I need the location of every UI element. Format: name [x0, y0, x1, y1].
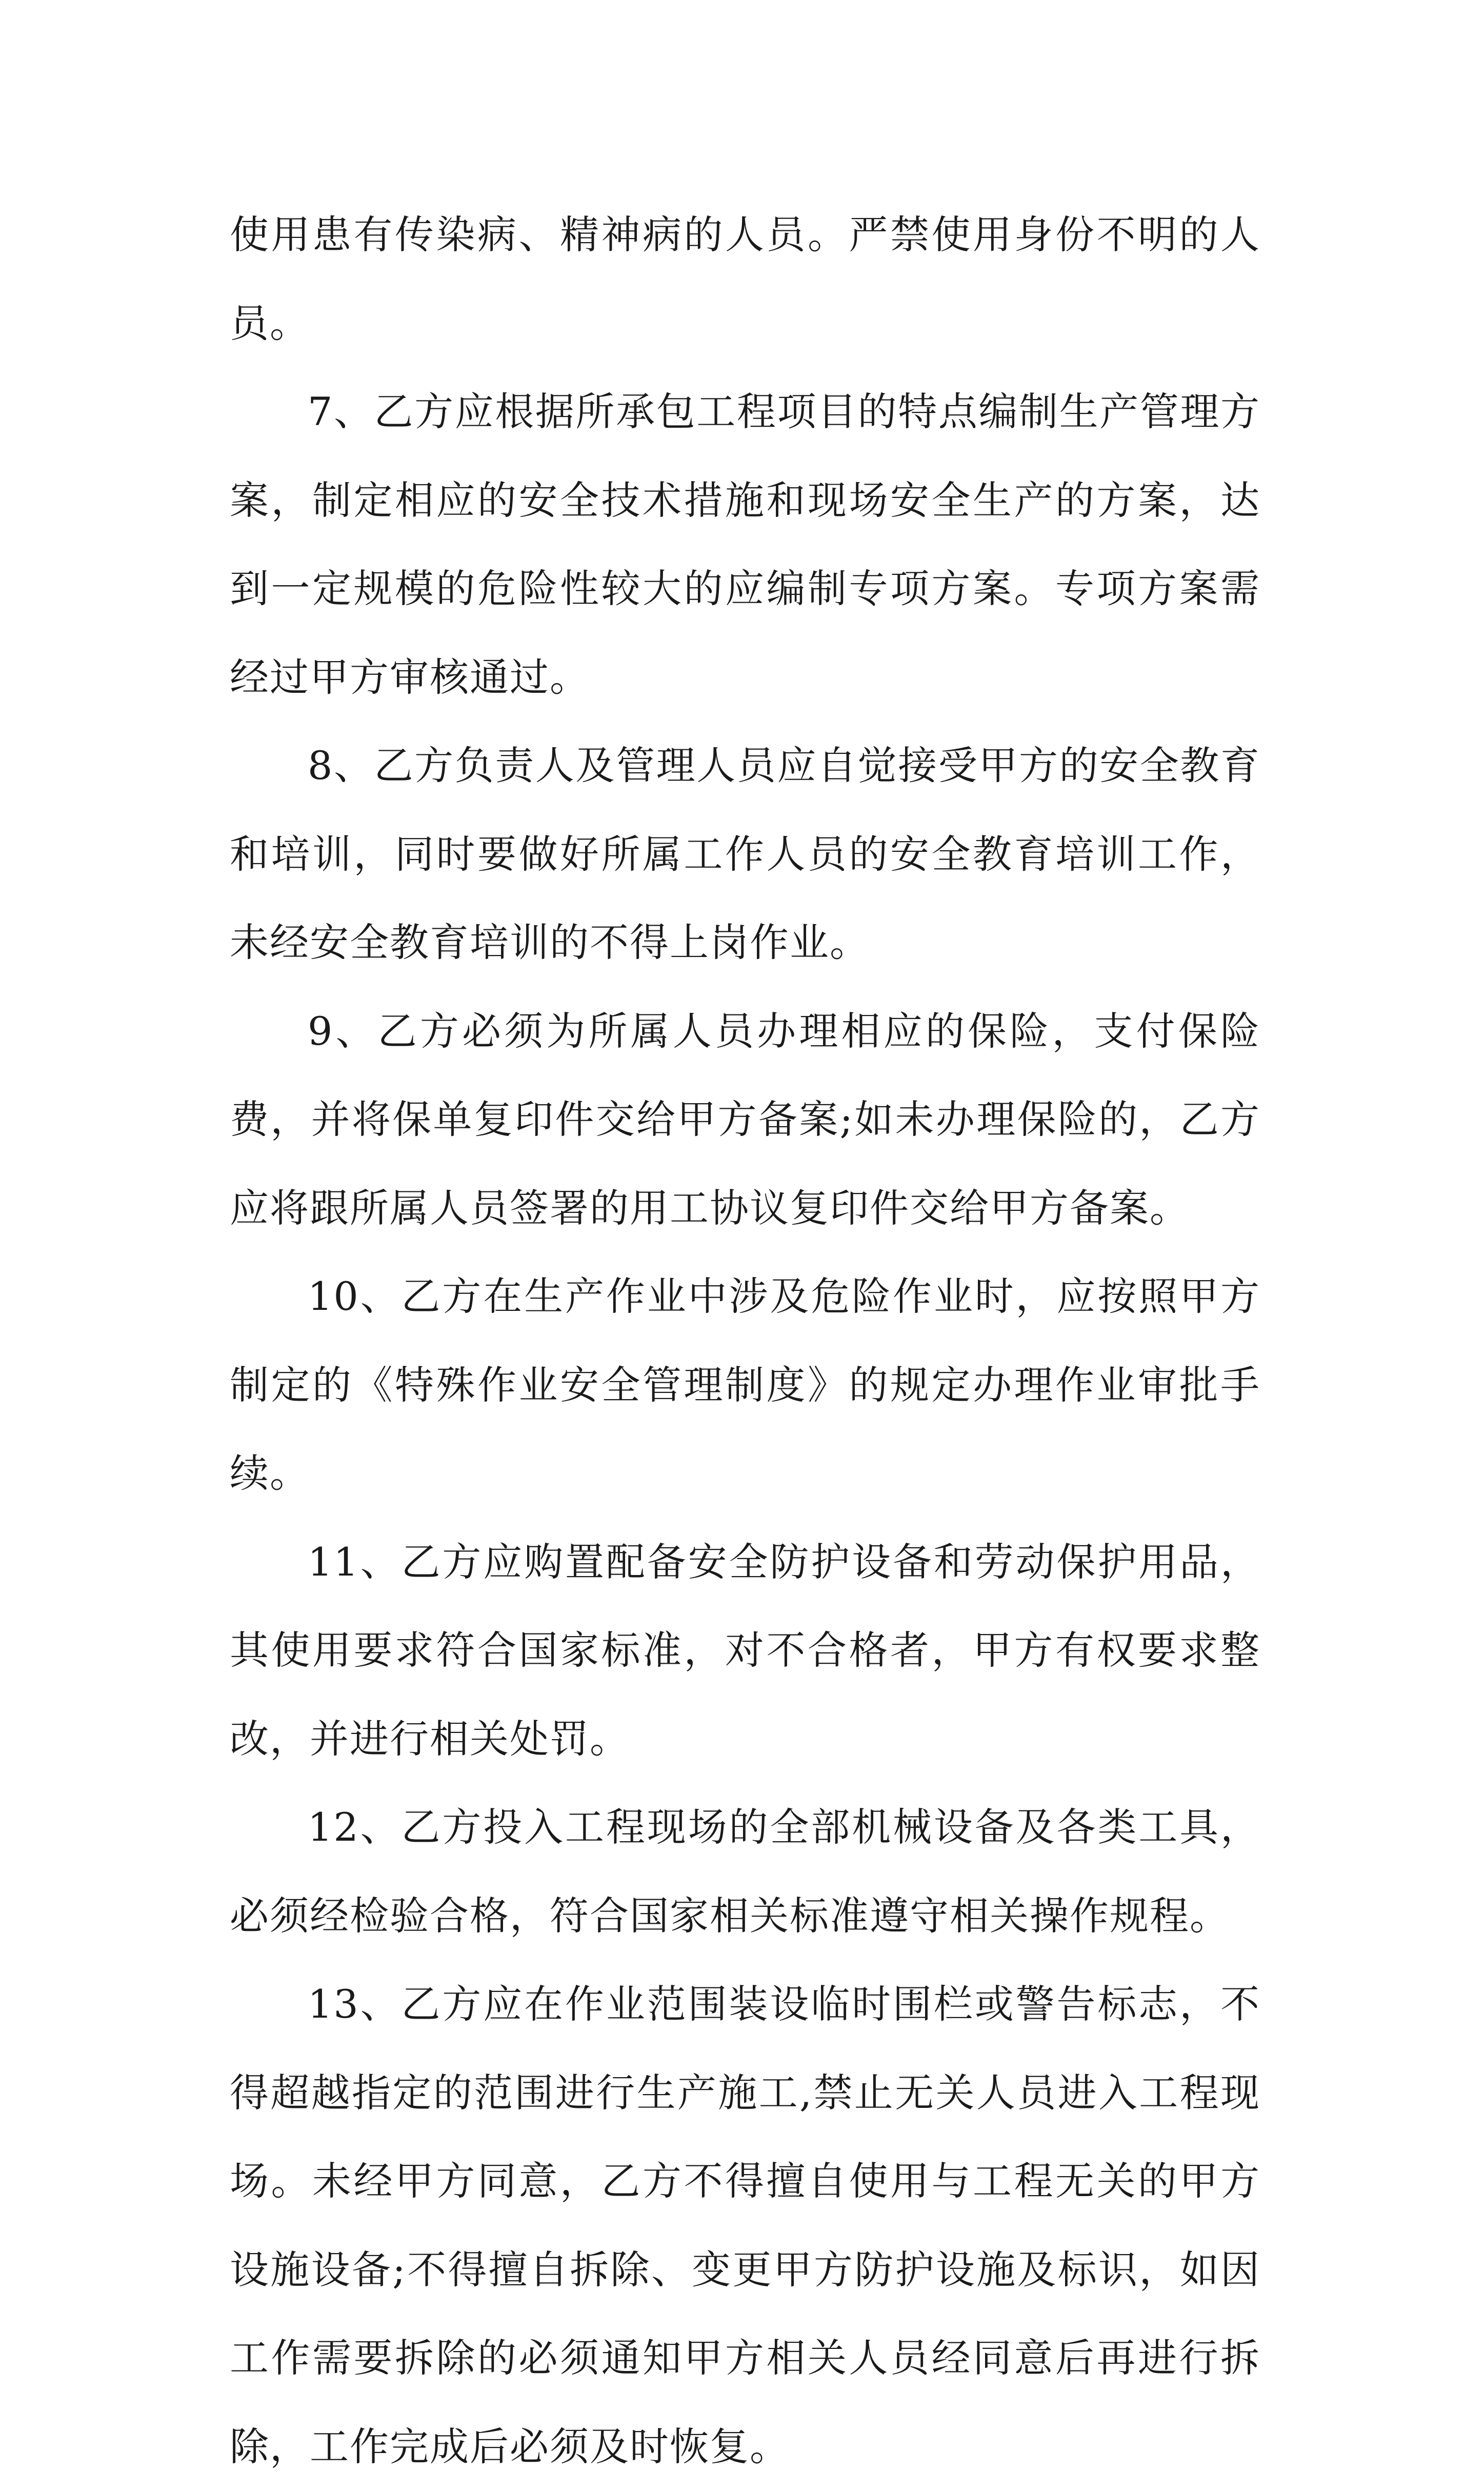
- paragraph-item-9: 9、乙方必须为所属人员办理相应的保险，支付保险费，并将保单复印件交给甲方备案;如未办理保险的，乙方应将跟所属人员签署的用工协议复印件交给甲方备案。: [230, 1008, 1260, 1231]
- paragraph-item-10: 10、乙方在生产作业中涉及危险作业时，应按照甲方制定的《特殊作业安全管理制度》的规定办理作业审批手续。: [230, 1273, 1260, 1496]
- paragraph-item-7: 7、乙方应根据所承包工程项目的特点编制生产管理方案，制定相应的安全技术措施和现场安全生产的方案，达到一定规模的危险性较大的应编制专项方案。专项方案需经过甲方审核通过。: [230, 389, 1260, 700]
- paragraph-item-8: 8、乙方负责人及管理人员应自觉接受甲方的安全教育和培训，同时要做好所属工作人员的安全教育培训工作，未经安全教育培训的不得上岗作业。: [230, 743, 1260, 965]
- paragraph-continued: 使用患有传染病、精神病的人员。严禁使用身份不明的人员。: [230, 212, 1260, 346]
- paragraph-item-13: 13、乙方应在作业范围装设临时围栏或警告标志，不得超越指定的范围进行生产施工,禁止无关人员进入工程现场。未经甲方同意，乙方不得擅自使用与工程无关的甲方设施设备;不得擅自拆除、变更甲方防护设施及标识，如因工作需要拆除的必须通知甲方相关人员经同意后再进行拆除，工作完成后必须及时恢复。: [230, 1981, 1260, 2469]
- paragraph-item-11: 11、乙方应购置配备安全防护设备和劳动保护用品，其使用要求符合国家标准，对不合格者，甲方有权要求整改，并进行相关处罚。: [230, 1539, 1260, 1762]
- document-body: [230, 191, 1260, 2491]
- paragraph-item-12: 12、乙方投入工程现场的全部机械设备及各类工具，必须经检验合格，符合国家相关标准遵守相关操作规程。: [230, 1804, 1260, 1939]
